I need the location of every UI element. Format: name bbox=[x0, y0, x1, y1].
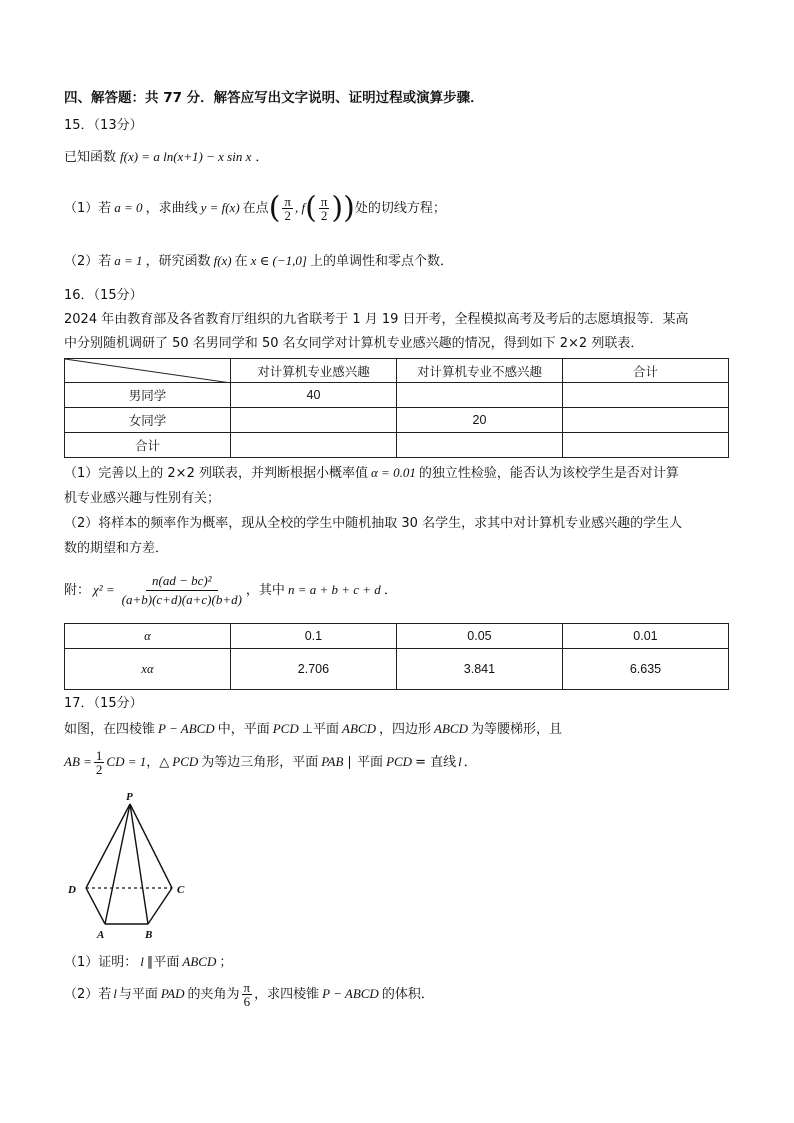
q17-number: 17．（15分） bbox=[64, 696, 143, 711]
q15-intro bbox=[64, 148, 268, 167]
q17-l2-tri: ，△ bbox=[146, 755, 170, 770]
q17-l2-half-num: 1 bbox=[95, 748, 103, 763]
q15-p1-mid: ，求曲线 bbox=[145, 201, 198, 216]
pyramid-edges bbox=[86, 804, 172, 924]
table-cell: 3.841 bbox=[396, 649, 562, 690]
chi-square-denominator: (a+b)(c+d)(a+c)(b+d) bbox=[121, 592, 242, 607]
q15-p2-end: 上的单调性和零点个数． bbox=[309, 254, 453, 269]
q16-part2-line1: （2）将样本的频率作为概率，现从全校的学生中随机抽取 30 名学生，求其中对计算机专业感兴趣的学生人 bbox=[64, 516, 683, 531]
q17-part2 bbox=[64, 977, 434, 1012]
q17-l2-pcd: PCD bbox=[172, 754, 199, 769]
q17-p2-pabcd: P − ABCD bbox=[322, 986, 379, 1001]
q16-appendix bbox=[64, 570, 397, 611]
q17-part1 bbox=[64, 953, 232, 972]
table-cell: 0.1 bbox=[230, 624, 396, 649]
q16-part1-line2: 机专业感兴趣与性别有关； bbox=[64, 491, 221, 506]
label-C: C bbox=[177, 884, 185, 896]
table-row bbox=[65, 433, 729, 458]
table-cell: 6.635 bbox=[562, 649, 728, 690]
q17-p1-parallel: ∥平面 bbox=[146, 955, 180, 970]
table-cell: 女同学 bbox=[65, 408, 231, 433]
chi-square-fraction bbox=[120, 572, 244, 609]
q16-part2-line2: 数的期望和方差． bbox=[64, 541, 169, 556]
q17-p1-end: ； bbox=[219, 955, 233, 970]
edge-DA bbox=[86, 888, 105, 924]
appendix-label: 附： bbox=[64, 583, 91, 598]
q15-p1-frac-a bbox=[282, 195, 293, 222]
q15-p1-rparen2: ) bbox=[331, 190, 344, 226]
q15-intro-formula: f(x) = a ln(x+1) − x sin x bbox=[120, 149, 252, 164]
q17-l2-eqline: = 直线 bbox=[415, 755, 457, 770]
q17-l1-c: ，四边形 bbox=[379, 722, 432, 737]
q15-number: 15．（13分） bbox=[64, 118, 143, 133]
table-cell bbox=[230, 433, 396, 458]
q15-p1-pi2: π bbox=[320, 194, 328, 209]
table-cell: 40 bbox=[230, 383, 396, 408]
table-cell: 2.706 bbox=[230, 649, 396, 690]
q17-l2-end: ． bbox=[463, 755, 477, 770]
q16-text-line1: 2024 年由教育部及各省教育厅组织的九省联考于 1 月 19 日开考，全程模拟高考及考后的志愿填报等．某高 bbox=[64, 312, 689, 327]
q17-p2-end: 的体积． bbox=[381, 987, 434, 1002]
q16-number: 16．（15分） bbox=[64, 288, 143, 303]
q17-l2-pcd2: PCD bbox=[386, 754, 413, 769]
table-cell bbox=[396, 383, 562, 408]
q17-p2-angle: 的夹角为 bbox=[187, 987, 240, 1002]
q17-l1-abcd2: ABCD bbox=[434, 721, 468, 736]
edge-PD bbox=[86, 804, 130, 888]
q17-p1-label: （1）证明： bbox=[64, 955, 138, 970]
q15-p1-end: 处的切线方程； bbox=[354, 201, 446, 216]
q17-l2-l: l bbox=[458, 754, 462, 769]
table-cell: xα bbox=[65, 649, 231, 690]
q15-p1-cond: a = 0 bbox=[114, 200, 143, 215]
q17-l2-inter: ∣ 平面 bbox=[346, 755, 384, 770]
table-cell bbox=[562, 433, 728, 458]
q16-p1-b: 的独立性检验，能否认为该校学生是否对计算 bbox=[418, 466, 679, 481]
table-cell bbox=[562, 383, 728, 408]
critical-value-table bbox=[64, 623, 729, 690]
q15-p2-func: f(x) bbox=[213, 253, 232, 268]
q17-l2-cd: CD = 1 bbox=[106, 754, 147, 769]
q17-l2-pab: PAB bbox=[321, 754, 344, 769]
table-cell: α bbox=[65, 624, 231, 649]
q17-p2-label: （2）若 bbox=[64, 987, 112, 1002]
q15-p1-pi: π bbox=[284, 194, 291, 209]
table-row bbox=[65, 649, 729, 690]
q16-part1-line1 bbox=[64, 464, 679, 483]
q17-p1-abcd: ABCD bbox=[182, 954, 217, 969]
table-cell: 男同学 bbox=[65, 383, 231, 408]
contingency-table bbox=[64, 358, 729, 458]
q17-p1-l: l bbox=[140, 954, 144, 969]
table-row bbox=[65, 408, 729, 433]
table-row bbox=[65, 383, 729, 408]
q17-l1-abcd: ABCD bbox=[342, 721, 376, 736]
table-header: 合计 bbox=[562, 359, 728, 383]
vertex-labels bbox=[67, 791, 185, 941]
appendix-n: n = a + b + c + d bbox=[287, 582, 381, 597]
q17-p2-mid: 与平面 bbox=[118, 987, 158, 1002]
table-cell bbox=[230, 408, 396, 433]
q15-p1-at: 在点 bbox=[242, 201, 269, 216]
q17-line1 bbox=[64, 720, 562, 739]
table-cell bbox=[562, 408, 728, 433]
appendix-where: ，其中 bbox=[245, 583, 285, 598]
table-row bbox=[65, 624, 729, 649]
table-corner-cell bbox=[65, 359, 231, 383]
q15-part1 bbox=[64, 190, 446, 227]
q17-l2-half bbox=[94, 749, 105, 776]
q17-p2-six: 6 bbox=[243, 994, 251, 1009]
q15-p2-interval: x ∈ (−1,0] bbox=[250, 253, 307, 268]
chi-square-lhs: χ² = bbox=[93, 582, 115, 597]
table-cell: 20 bbox=[396, 408, 562, 433]
q17-line2 bbox=[64, 745, 477, 780]
section-header: 四、解答题：共 77 分．解答应写出文字说明、证明过程或演算步骤． bbox=[64, 90, 484, 106]
table-cell: 合计 bbox=[65, 433, 231, 458]
label-D: D bbox=[68, 884, 76, 896]
q15-p1-label: （1）若 bbox=[64, 201, 112, 216]
q17-l1-pabcd: P − ABCD bbox=[158, 721, 215, 736]
q15-p1-lparen2: ( bbox=[305, 190, 317, 226]
chi-square-numerator: n(ad − bc)² bbox=[146, 572, 218, 591]
q17-l1-perp: ⊥平面 bbox=[301, 722, 340, 737]
diagonal-line bbox=[65, 359, 231, 383]
q17-p2-l: l bbox=[113, 986, 117, 1001]
q15-p1-f: , f bbox=[294, 200, 306, 215]
table-cell bbox=[396, 433, 562, 458]
q17-p2-ask: ，求四棱锥 bbox=[254, 987, 320, 1002]
q15-p1-lparen: ( bbox=[268, 190, 281, 226]
q15-p1-rparen: ) bbox=[343, 190, 355, 226]
edge-PA bbox=[105, 804, 130, 924]
pyramid-figure bbox=[60, 790, 200, 945]
q15-intro-prefix: 已知函数 bbox=[64, 150, 117, 165]
table-header: 对计算机专业不感兴趣 bbox=[396, 359, 562, 383]
label-P: P bbox=[126, 791, 133, 803]
q17-l2-equi: 为等边三角形，平面 bbox=[201, 755, 319, 770]
q17-p2-pi: π bbox=[243, 980, 251, 995]
q17-l1-pcd: PCD bbox=[272, 721, 299, 736]
q17-p2-frac bbox=[242, 981, 253, 1008]
label-B: B bbox=[145, 929, 153, 941]
q16-p1-a: （1）完善以上的 2×2 列联表，并判断根据小概率值 bbox=[64, 466, 368, 481]
table-cell: 0.01 bbox=[562, 624, 728, 649]
q16-p1-alpha: α = 0.01 bbox=[370, 465, 416, 480]
appendix-end: ． bbox=[383, 583, 397, 598]
q15-p1-frac-b bbox=[319, 195, 330, 222]
q15-p2-cond: a = 1 bbox=[114, 253, 143, 268]
q15-p1-two2: 2 bbox=[320, 208, 328, 223]
q15-p2-mid: ，研究函数 bbox=[145, 254, 211, 269]
q15-part2 bbox=[64, 252, 453, 271]
q17-l1-a: 如图，在四棱锥 bbox=[64, 722, 156, 737]
table-header-row bbox=[65, 359, 729, 383]
table-cell: 0.05 bbox=[396, 624, 562, 649]
q15-p1-two: 2 bbox=[284, 208, 291, 223]
q17-l2-ab: AB = bbox=[64, 754, 92, 769]
q17-l1-b: 中，平面 bbox=[217, 722, 270, 737]
q16-text-line2: 中分别随机调研了 50 名男同学和 50 名女同学对计算机专业感兴趣的情况，得到如下 2×2 列联表． bbox=[64, 336, 644, 351]
q17-p2-pad: PAD bbox=[160, 986, 185, 1001]
q15-p1-curve: y = f(x) bbox=[200, 200, 240, 215]
q17-l2-half-den: 2 bbox=[95, 762, 103, 777]
label-A: A bbox=[97, 929, 105, 941]
table-header: 对计算机专业感兴趣 bbox=[230, 359, 396, 383]
q15-p2-label: （2）若 bbox=[64, 254, 112, 269]
q15-intro-suffix: ． bbox=[255, 150, 269, 165]
q17-l1-d: 为等腰梯形，且 bbox=[470, 722, 562, 737]
q15-p2-on: 在 bbox=[234, 254, 248, 269]
edge-BC bbox=[148, 888, 172, 924]
